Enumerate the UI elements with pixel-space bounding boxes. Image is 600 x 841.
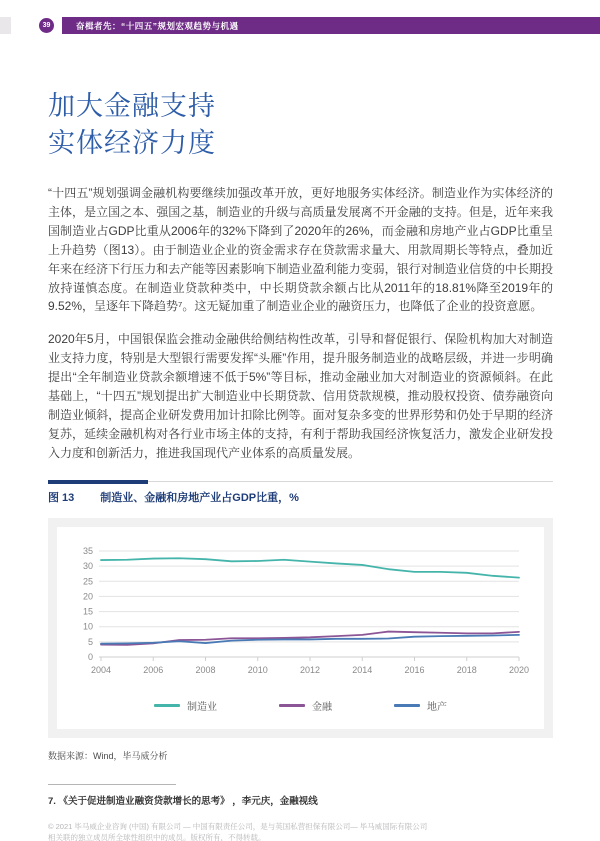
header-bar <box>62 17 600 34</box>
svg-text:2006: 2006 <box>143 664 164 675</box>
article-title <box>48 88 553 162</box>
copyright-footer <box>48 821 553 841</box>
svg-text:10: 10 <box>82 621 93 632</box>
footnote-divider <box>48 784 176 785</box>
legend-label: 金融 <box>312 701 332 713</box>
svg-text:35: 35 <box>82 545 93 556</box>
legend-item <box>279 698 332 713</box>
svg-text:20: 20 <box>82 591 93 602</box>
legend-line-swatch <box>394 704 420 707</box>
svg-text:5: 5 <box>87 636 93 647</box>
footnote: 7. 《关于促进制造业融资贷款增长的思考》 ，李元庆，金融视线 <box>48 795 318 807</box>
footer-line-1: © 2021 毕马威企业咨询 (中国) 有限公司 — 中国有限责任公司，是与英国私营担保有限公司— 毕马威国际有限公司 <box>48 821 428 831</box>
figure-label: 图 13 <box>48 491 75 504</box>
chart-area <box>57 527 544 729</box>
article-title-line-2: 实体经济力度 <box>48 128 216 158</box>
legend-label: 制造业 <box>187 701 217 713</box>
article-title-line-1: 加大金融支持 <box>48 91 216 121</box>
figure-13 <box>48 481 553 762</box>
paragraph: “十四五”规划强调金融机构要继续加强改革开放，更好地服务实体经济。制造业作为实体经济的主体，是立国之本、强国之基，制造业的升级与高质量发展离不开金融的支持。但是，近年来我国制造业占GDP比重从2006年的32%下降到了2020年的26%，而金融和房地产业占GDP比重呈上升趋势（图13）。由于制造业企业的资金需求存在贷款需求量大、用款周期长等特点，叠加近年来在经济下行压力和去产能等因素影响下制造业盈利能力变弱，银行对制造业信贷的中长期投放持谨慎态度。在制造业贷款种类中，中长期贷款余额占比从2011年的18.81%降至2019年的9.52%，呈逐年下降趋势⁷。这无疑加重了制造业企业的融资压力，也降低了企业的投资意愿。 <box>48 186 553 314</box>
legend-line-swatch <box>154 704 180 707</box>
page-number-badge: 39 <box>39 18 54 33</box>
page-content <box>48 88 553 841</box>
svg-text:2004: 2004 <box>90 664 112 675</box>
svg-text:2014: 2014 <box>352 664 373 675</box>
svg-text:2018: 2018 <box>456 664 477 675</box>
header-title: 奋楫者先：“十四五”规划宏观趋势与机遇 <box>76 20 239 31</box>
svg-text:15: 15 <box>82 606 93 617</box>
svg-text:2020: 2020 <box>508 664 530 675</box>
svg-text:2010: 2010 <box>247 664 268 675</box>
svg-text:30: 30 <box>82 560 93 571</box>
svg-text:2012: 2012 <box>299 664 321 675</box>
page-header <box>0 17 600 34</box>
paragraph: 2020年5月，中国银保监会推动金融供给侧结构性改革，引导和督促银行、保险机构加大对制造业支持力度，特别是大型银行需要发挥“头雁”作用，提升服务制造业的战略层级，并进一步明确提出“全年制造业贷款余额增速不低于5%”等目标，推动金融业加大对制造业的资源倾斜。在此基础上，“十四五”规划提出扩大制造业中长期贷款、信用贷款规模，推动股权投资、债券融资向制造业倾斜，提高企业研发费用加计扣除比例等。面对复杂多变的世界形势和仍处于早期的经济复苏，延续金融机构对各行业市场主体的支持，有利于帮助我国经济恢复活力，激发企业研发投入力度和创新活力，推进我国现代产业体系的高质量发展。 <box>48 332 553 460</box>
legend-item <box>394 698 447 713</box>
svg-text:25: 25 <box>82 575 93 586</box>
footer-line-2: 相关联的独立成员所全球性组织中的成员。版权所有，不得转载。 <box>48 832 266 841</box>
body-text <box>48 184 553 463</box>
svg-text:2008: 2008 <box>195 664 216 675</box>
figure-title: 制造业、金融和房地产业占GDP比重，% <box>100 491 299 504</box>
legend-line-swatch <box>279 704 305 707</box>
header-left-strip <box>0 17 11 34</box>
legend-label: 地产 <box>427 701 447 713</box>
svg-text:2016: 2016 <box>404 664 425 675</box>
legend-item <box>154 698 217 713</box>
figure-caption <box>48 481 553 505</box>
svg-text:0: 0 <box>87 651 93 662</box>
chart-card <box>48 518 553 738</box>
chart-legend <box>67 698 534 713</box>
figure-accent-bar <box>48 480 148 484</box>
line-chart <box>67 539 532 689</box>
data-source: 数据来源：Wind，毕马威分析 <box>48 750 168 761</box>
